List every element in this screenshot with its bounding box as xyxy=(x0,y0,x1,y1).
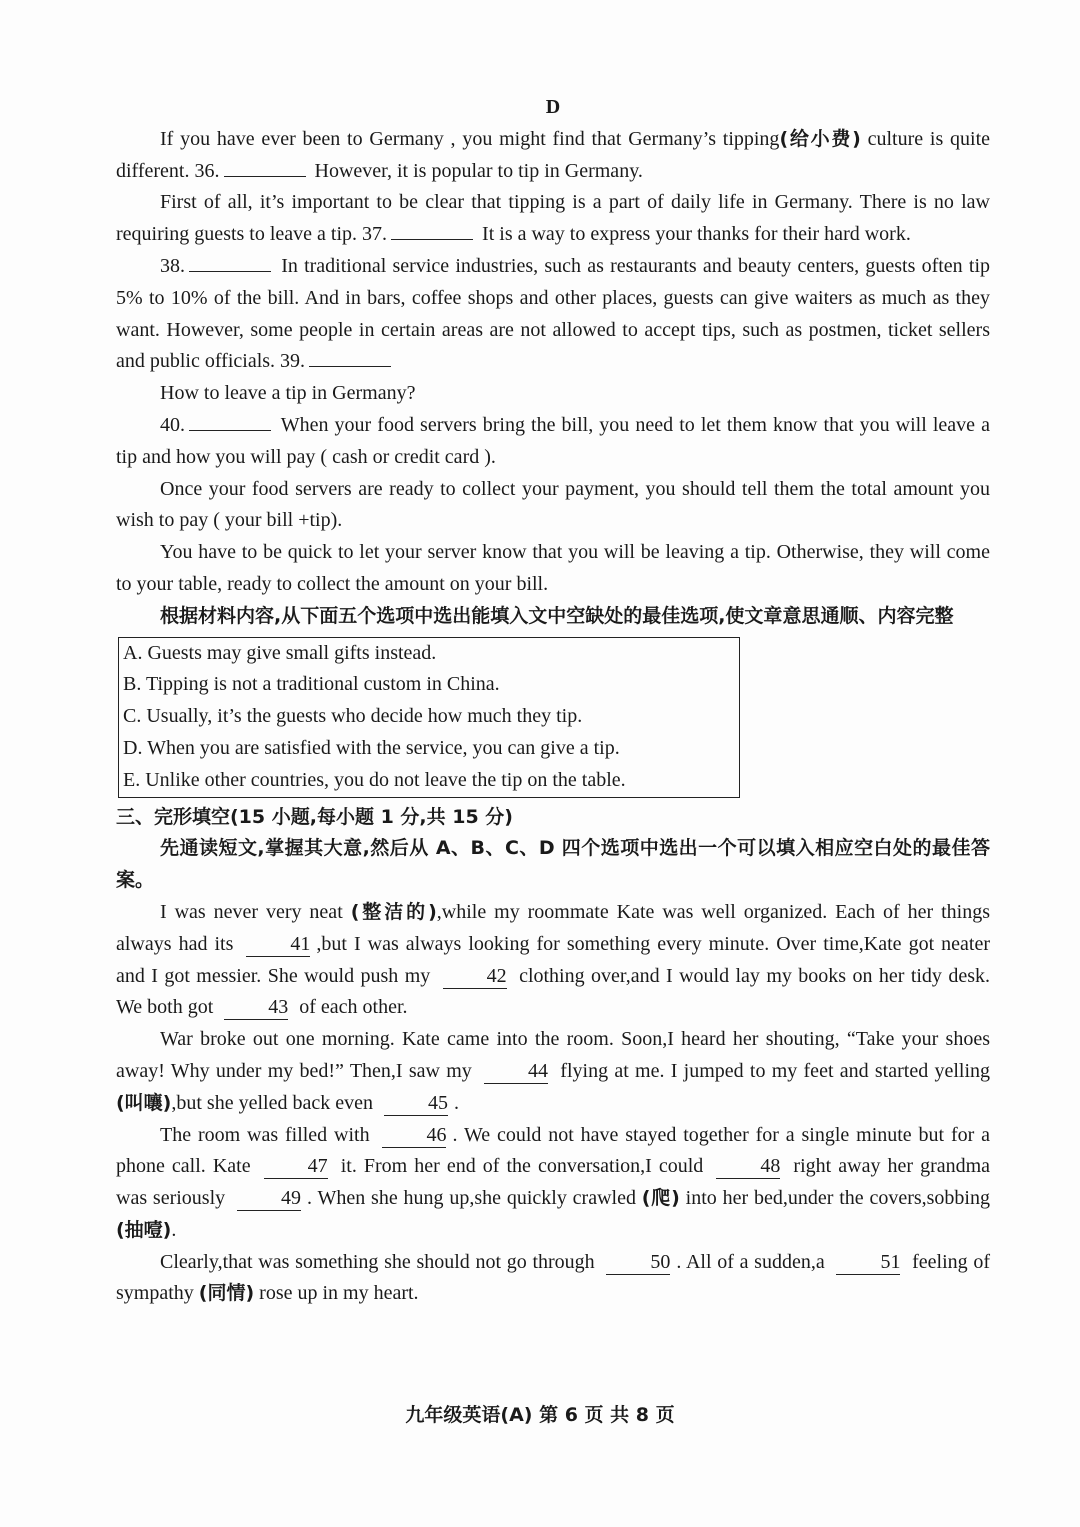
option-e: E. Unlike other countries, you do not leave the tip on the table. xyxy=(123,768,626,791)
cloze-blank-42[interactable]: 42 xyxy=(443,964,507,989)
cloze-blank-41[interactable]: 41 xyxy=(246,932,310,957)
section-3-title: 三、完形填空(15 小题,每小题 1 分,共 15 分) xyxy=(116,805,513,828)
cloze-blank-49[interactable]: 49 xyxy=(237,1186,301,1211)
paragraph-5: 40. When your food servers bring the bill, you need to let them know that you will leave a tip and how you will pay ( cash or credit card ). xyxy=(116,413,990,468)
cloze-blank-48[interactable]: 48 xyxy=(716,1154,780,1179)
option-c: C. Usually, it’s the guests who decide how much they tip. xyxy=(123,705,583,728)
blank-40[interactable] xyxy=(189,430,271,431)
cloze-blank-45[interactable]: 45 xyxy=(384,1091,448,1116)
options-box xyxy=(118,637,740,798)
blank-36[interactable] xyxy=(224,176,306,177)
section-3-instruction: 先通读短文,掌握其大意,然后从 A、B、C、D 四个选项中选出一个可以填入相应空白处的最佳答案。 xyxy=(116,837,990,892)
section-heading: D xyxy=(545,96,561,118)
paragraph-2: First of all, it’s important to be clear that tipping is a part of daily life in Germany. There is no law requiring guests to leave a tip. 37. It is a way to express your thanks for their hard work. xyxy=(116,191,990,246)
cloze-paragraph-1: I was never very neat (整洁的),while my roommate Kate was well organized. Each of her things always had its 41 ,but I was always looking for something every minute. Over time,Kate got neater and I got messier. She would push my 42 clothing over,and I would lay my books on her tidy desk. We both got 43 of each other. xyxy=(116,900,990,1019)
paragraph-4: How to leave a tip in Germany? xyxy=(160,382,416,405)
paragraph-1: If you have ever been to Germany , you might find that Germany’s tipping(给小费) culture is quite different. 36. However, it is popular to tip in Germany. xyxy=(116,127,991,182)
paragraph-3: 38. In traditional service industries, such as restaurants and beauty centers, guests often tip 5% to 10% of the bill. And in bars, coffee shops and other places, guests can give waiters as much as they want. However, some people in certain areas are not allowed to accept tips, such as postmen, ticket sellers and public officials. 39. xyxy=(116,254,990,373)
blank-37[interactable] xyxy=(391,239,473,240)
cloze-blank-51[interactable]: 51 xyxy=(836,1250,900,1275)
cloze-blank-44[interactable]: 44 xyxy=(484,1059,548,1084)
blank-39[interactable] xyxy=(309,366,391,367)
option-d: D. When you are satisfied with the service, you can give a tip. xyxy=(123,736,620,759)
instruction-d: 根据材料内容,从下面五个选项中选出能填入文中空缺处的最佳选项,使文章意思通顺、内容完整 xyxy=(160,604,954,627)
blank-38[interactable] xyxy=(189,271,271,272)
cloze-blank-46[interactable]: 46 xyxy=(382,1123,446,1148)
cloze-blank-50[interactable]: 50 xyxy=(606,1250,670,1275)
cloze-blank-47[interactable]: 47 xyxy=(264,1154,328,1179)
option-a: A. Guests may give small gifts instead. xyxy=(123,641,437,664)
page-content xyxy=(116,92,990,1310)
page-footer: 九年级英语(A) 第 6 页 共 8 页 xyxy=(405,1404,675,1426)
option-b: B. Tipping is not a traditional custom in China. xyxy=(123,673,500,696)
cloze-paragraph-2: War broke out one morning. Kate came into the room. Soon,I heard her shouting, “Take your shoes away! Why under my bed!” Then,I saw my 44 flying at me. I jumped to my feet and started yelling (叫嚷),but she yelled back even 45 . xyxy=(116,1028,991,1114)
paragraph-6: Once your food servers are ready to collect your payment, you should tell them the total amount you wish to pay ( your bill +tip). xyxy=(116,477,990,532)
cloze-blank-43[interactable]: 43 xyxy=(224,995,288,1020)
cloze-paragraph-4: Clearly,that was something she should not go through 50 . All of a sudden,a 51 feeling of sympathy (同情) rose up in my heart. xyxy=(116,1250,991,1305)
cloze-paragraph-3: The room was filled with 46 . We could not have stayed together for a single minute but for a phone call. Kate 47 it. From her end of the conversation,I could 48 right away her grandma was seriously 49 . When she hung up,she quickly crawled (爬) into her bed,under the covers,sobbing (抽噎). xyxy=(116,1123,991,1241)
paragraph-7: You have to be quick to let your server know that you will be leaving a tip. Otherwise, they will come to your table, ready to collect the amount on your bill. xyxy=(116,541,990,595)
